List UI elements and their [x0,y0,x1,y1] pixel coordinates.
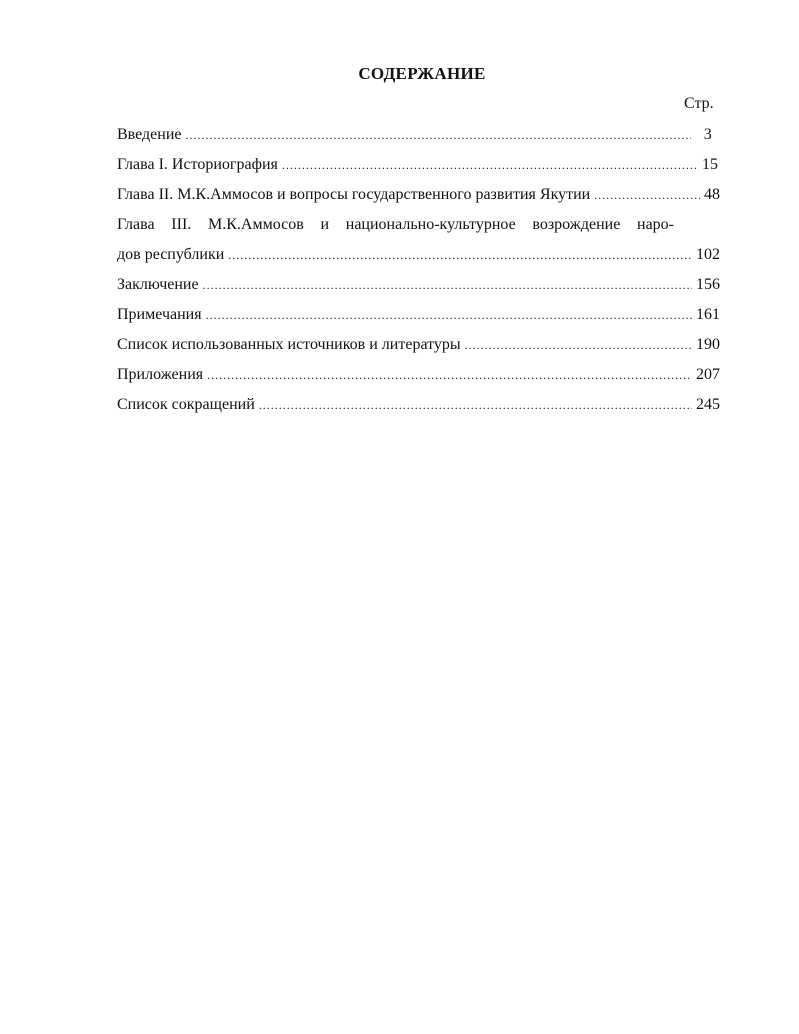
dot-leader [259,394,692,416]
table-of-contents [117,124,720,424]
toc-entry-label: Введение [117,126,182,143]
toc-entry-page: 15 [701,156,718,173]
toc-title: СОДЕРЖАНИЕ [358,64,486,83]
toc-entry-page: 161 [696,306,720,323]
toc-entry-page: 48 [704,186,720,203]
toc-entry-chapter-2[interactable] [117,184,720,214]
toc-entry-label: Примечания [117,306,202,323]
toc-entry-notes[interactable] [117,304,720,334]
dot-leader [282,154,696,176]
toc-entry-label: Глава I. Историография [117,156,278,173]
toc-entry-introduction[interactable] [117,124,720,154]
toc-entry-label: Список сокращений [117,396,255,413]
toc-entry-abbreviations[interactable] [117,394,720,424]
dot-leader [465,334,692,356]
toc-entry-page: 190 [696,336,720,353]
toc-entry-chapter-1[interactable] [117,154,720,184]
dot-leader [206,304,692,326]
toc-entry-page: 3 [703,126,712,143]
toc-entry-page: 245 [696,396,720,413]
toc-entry-label: Глава II. М.К.Аммосов и вопросы государственного развития Якутии [117,186,591,203]
toc-entry-label: Список использованных источников и литературы [117,336,461,353]
toc-entry-label: Заключение [117,276,199,293]
toc-entry-page: 102 [696,246,720,263]
dot-leader [228,244,692,266]
dot-leader [186,124,692,146]
toc-entry-label: Приложения [117,366,204,383]
toc-entry-page: 207 [696,366,720,383]
toc-entry-page: 156 [696,276,720,293]
page-column-label: Стр. [684,95,714,112]
toc-entry-label: дов республики [117,246,225,263]
toc-entry-appendices[interactable] [117,364,720,394]
toc-entry-conclusion[interactable] [117,274,720,304]
dot-leader [203,274,692,296]
toc-entry-label: Глава III. М.К.Аммосов и национально-культурное возрождение наро- [117,216,674,233]
toc-entry-chapter-3-line-2[interactable] [117,244,720,274]
dot-leader [207,364,692,386]
toc-entry-chapter-3-line-1[interactable] [117,214,720,244]
toc-entry-sources[interactable] [117,334,720,364]
dot-leader [594,184,700,206]
